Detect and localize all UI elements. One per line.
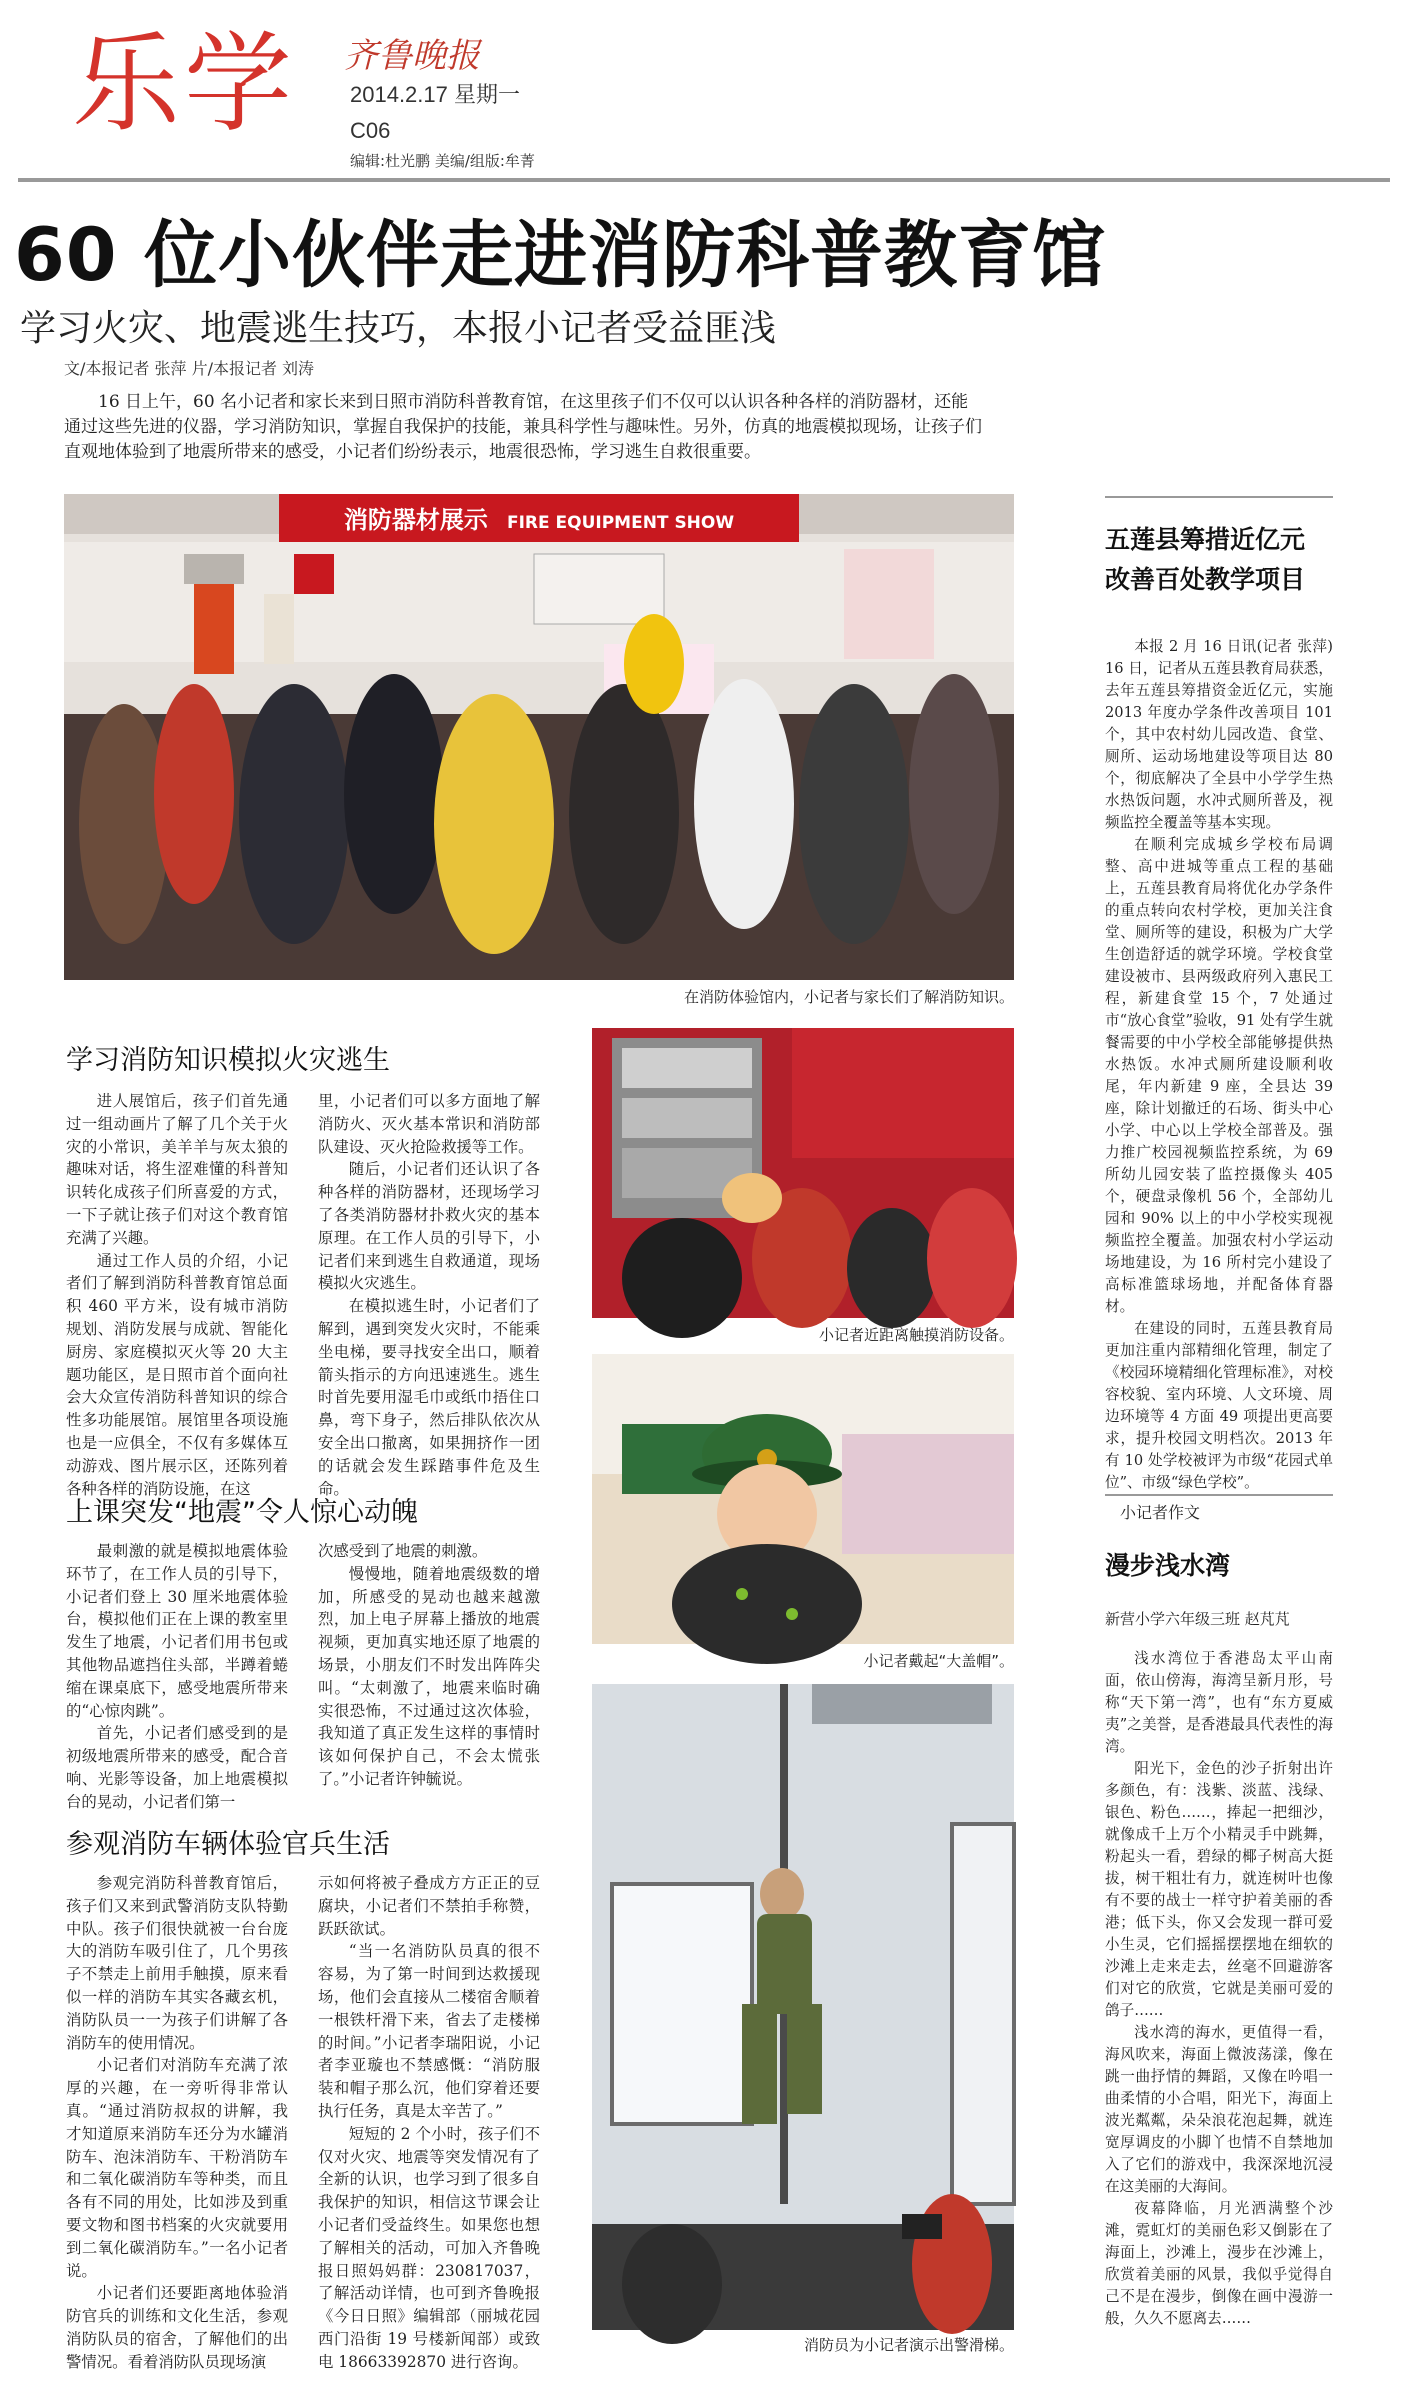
sidebar-story2-text: 浅水湾位于香港岛太平山南面，依山傍海，海湾呈新月形，号称“天下第一湾”，也有“东方夏威夷”之美誉，是香港最具代表性的海湾。 阳光下，金色的沙子折射出许多颜色，有：浅紫、淡蓝、浅绿、银色、粉色……，捧起一把细沙，就像成千上万个小精灵手中跳舞，粉起头一看，碧绿的椰子树高大挺拔，树干粗壮有力，就连树叶也像有不要的战士一样守护着美丽的香港；低下头，你又会发现一群可爱小生灵，它们摇摇摆摆地在细软的沙滩上走来走去，丝毫不回避游客们对它的欣赏，它就是美丽可爱的鸽子…… 浅水湾的海水，更值得一看，海风吹来，海面上微波荡漾，像在跳一曲抒情的舞蹈，又像在吟唱一曲柔情的小合唱，阳光下，海面上波光粼粼，朵朵浪花泡起舞，就连宽厚调皮的小脚丫也情不自禁地加入了它们的游戏中，我深深地沉浸在这美丽的大海间。 夜幕降临，月光洒满整个沙滩，霓虹灯的美丽色彩又倒影在了海面上，沙滩上，漫步在沙滩上，欣赏着美丽的风景，我似乎觉得自己不是在漫步，倒像在画中漫游一般，久久不愿离去…… [1105,1650,1333,2327]
section-heading-firefighter-life: 参观消防车辆体验官兵生活 [66,1829,390,1860]
editor-credits: 编辑:杜光鹏 美编/组版:牟菁 [350,152,535,170]
masthead [72,20,1392,175]
section2-column2: 次感受到了地震的刺激。 慢慢地，随着地震级数的增加，所感受的晃动也越来越激烈，加上电子屏幕上播放的地震视频，更加真实地还原了地震的场景，小朋友们不时发出阵阵尖叫。“太刺激了，地震来临时确实很恐怖，不过通过这次体验，我知道了真正发生这样的事情时该如何保护自己，不会太慌张了。”小记者许钟毓说。 [318,1542,540,1788]
truck-scene [592,1028,1014,1318]
section2-column1: 最刺激的就是模拟地震体验环节了，在工作人员的引导下，小记者们登上 30 厘米地震体验台，模拟他们正在上课的教室里发生了地震，小记者们用书包或其他物品遮挡住头部，半蹲着蜷缩在课桌底下，感受地震所带来的“心惊肉跳”。 首先，小记者们感受到的是初级地震所带来的感受，配合音响、光影等设备，加上地震模拟台的晃动，小记者们第一 [66,1542,288,1811]
pole-scene [592,1684,1014,2330]
truck-photo [592,1028,1014,1318]
hat-photo [592,1354,1014,1644]
byline: 文/本报记者 张萍 片/本报记者 刘涛 [64,359,315,378]
pole-caption: 消防员为小记者演示出警滑梯。 [803,2336,1014,2354]
section1-column2: 里，小记者们可以多方面地了解消防火、灭火基本常识和消防部队建设、灭火抢险救援等工作。 随后，小记者们还认识了各种各样的消防器材，还现场学习了各类消防器材扑救火灾的基本原理。在工作人员的引导下，小记者们来到逃生自救通道，现场模拟火灾逃生。 在模拟逃生时，小记者们了解到，遇到突发火灾时，不能乘坐电梯，要寻找安全出口，顺着箭头指示的方向迅速逃生。逃生时首先要用湿毛巾或纸巾捂住口鼻，弯下身子，然后排队依次从安全出口撤离，如果拥挤作一团的话就会发生踩踏事件危及生命。 [318,1092,540,1498]
hat-caption: 小记者戴起“大盖帽”。 [863,1652,1014,1670]
section-title: 乐学 [72,22,297,147]
main-subhead: 学习火灾、地震逃生技巧，本报小记者受益匪浅 [20,308,777,349]
hat-scene [592,1354,1014,1644]
exhibition-sign-en: FIRE EQUIPMENT SHOW [506,513,735,533]
section3-column1: 参观完消防科普教育馆后，孩子们又来到武警消防支队特勤中队。孩子们很快就被一台台庞大的消防车吸引住了，几个男孩子不禁走上前用手触摸，原来看似一样的消防车其实各藏玄机，消防队员一一为孩子们讲解了各消防车的使用情况。 小记者们对消防车充满了浓厚的兴趣，在一旁听得非常认真。“通过消防叔叔的讲解，我才知道原来消防车还分为水罐消防车、泡沫消防车、干粉消防车和二氧化碳消防车等种类，而且各有不同的用处，比如涉及到重要文物和图书档案的火灾就要用到二氧化碳消防车。”一名小记者说。 小记者们还要距离地体验消防官兵的训练和文化生活，参观消防队员的宿舍，了解他们的出警情况。看着消防队员现场演 [66,1874,288,2371]
exhibition-sign [279,500,799,535]
issue-date: 2014.2.17 星期一 [350,82,520,107]
exhibition-photo [64,494,1014,980]
page-number: C06 [350,118,391,143]
lead-paragraph: 16 日上午，60 名小记者和家长来到日照市消防科普教育馆，在这里孩子们不仅可以认识各种各样的消防器材，还能通过这些先进的仪器，学习消防知识，掌握自我保护的技能，兼具科学性与趣味性。另外，仿真的地震模拟现场，让孩子们直观地体验到了地震所带来的感受，小记者们纷纷表示，地震很恐怖，学习逃生自救很重要。 [64,392,982,462]
sidebar-top-rule [1105,496,1333,498]
section1-column1: 进人展馆后，孩子们首先通过一组动画片了解了几个关于火灾的小常识，美羊羊与灰太狼的趣味对话，将生涩难懂的科普知识转化成孩子们所喜爱的方式，一下子就让孩子们对这个教育馆充满了兴趣。 通过工作人员的介绍，小记者们了解到消防科普教育馆总面积 460 平方米，设有城市消防规划、消防发展与成就、智能化厨房、家庭模拟灭火等 20 大主题功能区，是日照市首个面向社会大众宣传消防科普知识的综合性多功能展馆。展馆里各项设施也是一应俱全，不仅有多媒体互动游戏、图片展示区，还陈列着各种各样的消防设施，在这 [66,1092,288,1498]
masthead-divider [18,178,1390,182]
section-heading-earthquake: 上课突发“地震”令人惊心动魄 [66,1497,418,1528]
sidebar-story1-text: 本报 2 月 16 日讯(记者 张萍) 16 日，记者从五莲县教育局获悉，去年五莲县筹措资金近亿元，实施 2013 年度办学条件改善项目 101 个，其中农村幼儿园改造、食堂、厕所、运动场地建设等项目达 80 个，彻底解决了全县中小学学生热水热饭问题，水冲式厕所普及，视频监控全覆盖等基本实现。 在顺利完成城乡学校布局调整、高中进城等重点工程的基础上，五莲县教育局将优化办学条件的重点转向农村学校，更加关注食堂、厕所等的建设，积极为广大学生创造舒适的就学环境。学校食堂建设被市、县两级政府列入惠民工程，新建食堂 15 个，7 处通过市“放心食堂”验收，91 处有学生就餐需要的中小学校全部能够提供热水热饭。水冲式厕所建设顺利收尾，年内新建 9 座，全县达 39 座，除计划撤迁的石场、街头中心小学、中心以上学校全部普及。强力推广校园视频监控系统，为 69 所幼儿园安装了监控摄像头 405 个，硬盘录像机 56 个，全部幼儿园和 90% 以上的中小学校实现视频监控全覆盖。加强农村小学运动场地建设，为 16 所村完小建设了高标准篮球场地，并配备体育器材。 在建设的同时，五莲县教育局更加注重内部精细化管理，制定了《校园环境精细化管理标准》，对校容校貌、室内环境、人文环境、周边环境等 4 方面 49 项提出更高要求，提升校园文明档次。2013 年有 10 处学校被评为市级“花园式单位”、市级“绿色学校”。 [1105,638,1333,1491]
exhibition-sign-cn: 消防器材展示 [343,506,488,534]
section-tag: 小记者作文 [1120,1503,1201,1522]
truck-caption: 小记者近距离触摸消防设备。 [818,1326,1014,1344]
sidebar-mid-rule [1105,1494,1333,1496]
pole-photo [592,1684,1014,2330]
main-headline: 60 位小伙伴走进消防科普教育馆 [14,213,1107,298]
section-heading-fire-escape: 学习消防知识模拟火灾逃生 [66,1045,390,1076]
paper-logo: 齐鲁晚报 [344,36,480,76]
exhibition-scene [64,494,1014,980]
sidebar-story1-heading: 五莲县筹措近亿元 改善百处教学项目 [1105,525,1306,594]
sidebar-story2-author: 新营小学六年级三班 赵芃芃 [1105,1610,1290,1628]
sidebar-story2-heading: 漫步浅水湾 [1105,1551,1231,1580]
section3-column2: 示如何将被子叠成方方正正的豆腐块，小记者们不禁拍手称赞，跃跃欲试。 “当一名消防队员真的很不容易，为了第一时间到达救援现场，他们会直接从二楼宿舍顺着一根铁杆滑下来，省去了走楼梯的时间。”小记者李瑞阳说，小记者李亚璇也不禁感慨：“消防服装和帽子那么沉，他们穿着还要执行任务，真是太辛苦了。” 短短的 2 个小时，孩子们不仅对火灾、地震等突发情况有了全新的认识，也学习到了很多自我保护的知识，相信这节课会让小记者们受益终生。如果您也想了解相关的活动，可加入齐鲁晚报日照妈妈群：230817037，了解活动详情，也可到齐鲁晚报《今日日照》编辑部（丽城花园西门沿街 19 号楼新闻部）或致电 18663392870 进行咨询。 [318,1874,540,2371]
exhibition-caption: 在消防体验馆内，小记者与家长们了解消防知识。 [683,988,1014,1006]
